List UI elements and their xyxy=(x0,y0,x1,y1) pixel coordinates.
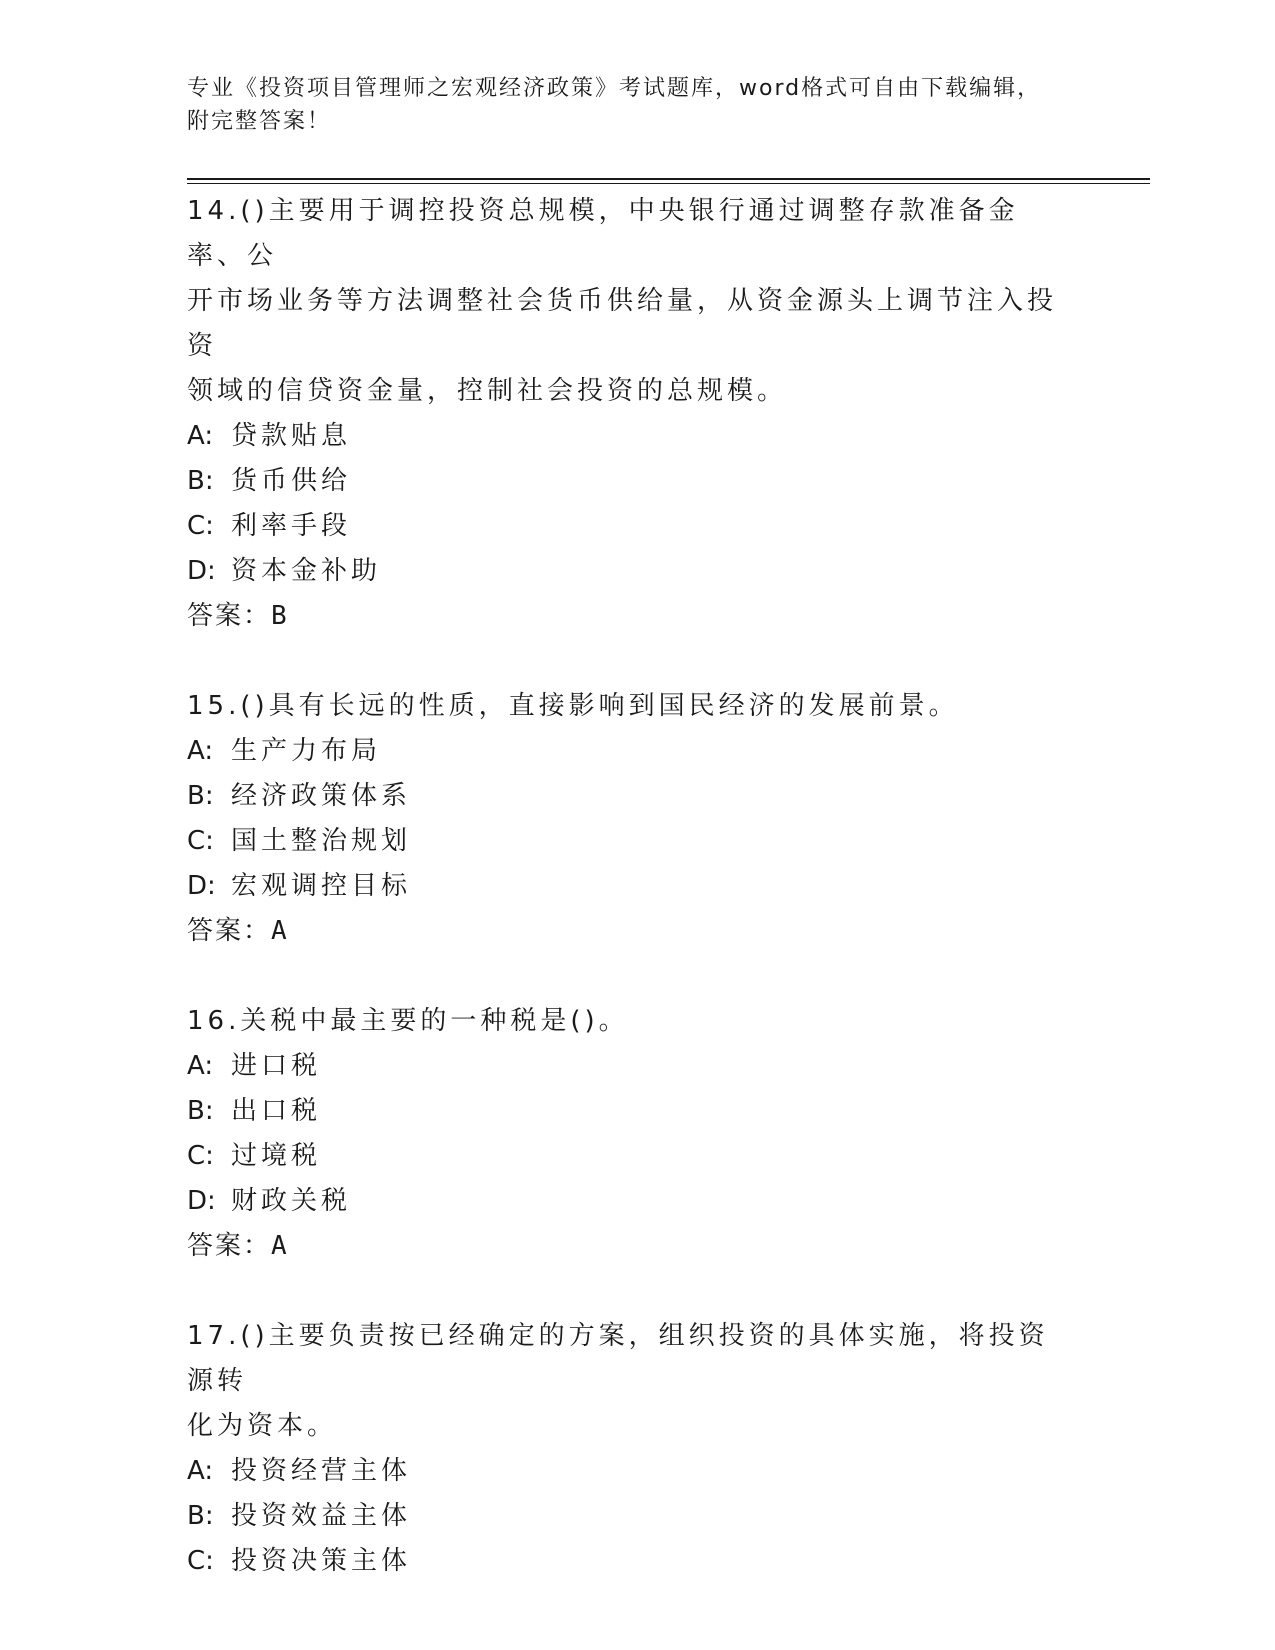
option-d xyxy=(187,1179,1077,1224)
option-text: 投资经营主体 xyxy=(231,1456,412,1486)
option-a xyxy=(187,414,1077,459)
option-text: 投资决策主体 xyxy=(231,1546,412,1576)
question-16 xyxy=(187,999,1077,1269)
option-text: 国土整治规划 xyxy=(231,826,412,856)
header-line-2: 附完整答案！ xyxy=(187,109,332,134)
option-text: 资本金补助 xyxy=(231,556,382,586)
answer-value: B xyxy=(271,601,289,631)
option-label: B: xyxy=(187,781,214,811)
option-label: C: xyxy=(187,1141,214,1171)
option-d xyxy=(187,864,1077,909)
option-c xyxy=(187,1539,1077,1584)
option-c xyxy=(187,1134,1077,1179)
question-spacer xyxy=(187,639,1077,684)
question-stem-line: 16.关税中最主要的一种税是()。 xyxy=(187,1006,629,1036)
question-stem-line: 15.()具有长远的性质，直接影响到国民经济的发展前景。 xyxy=(187,691,959,721)
answer-value: A xyxy=(271,1231,289,1261)
question-stem-line: 领域的信贷资金量，控制社会投资的总规模。 xyxy=(187,376,788,406)
option-label: B: xyxy=(187,1501,214,1531)
header-divider-thin xyxy=(187,183,1150,184)
option-text: 投资效益主体 xyxy=(231,1501,412,1531)
option-label: D: xyxy=(187,871,216,901)
header-line-1: 专业《投资项目管理师之宏观经济政策》考试题库，word格式可自由下载编辑， xyxy=(187,76,1042,101)
option-label: A: xyxy=(187,736,214,766)
answer-label: 答案： xyxy=(187,916,272,946)
option-label: A: xyxy=(187,1051,214,1081)
option-a xyxy=(187,1449,1077,1494)
option-c xyxy=(187,819,1077,864)
option-a xyxy=(187,1044,1077,1089)
option-label: B: xyxy=(187,466,214,496)
answer-value: A xyxy=(271,916,289,946)
option-label: C: xyxy=(187,826,214,856)
option-text: 生产力布局 xyxy=(231,736,382,766)
question-list xyxy=(187,189,1077,1584)
option-label: C: xyxy=(187,1546,214,1576)
option-label: D: xyxy=(187,556,216,586)
option-b xyxy=(187,459,1077,504)
option-text: 宏观调控目标 xyxy=(231,871,412,901)
option-label: A: xyxy=(187,1456,214,1486)
option-text: 财政关税 xyxy=(231,1186,352,1216)
option-label: C: xyxy=(187,511,214,541)
question-stem-line: 化为资本。 xyxy=(187,1411,338,1441)
question-17 xyxy=(187,1314,1077,1584)
question-15 xyxy=(187,684,1077,954)
question-stem-line: 14.()主要用于调控投资总规模，中央银行通过调整存款准备金率、公 xyxy=(187,196,1019,271)
option-text: 过境税 xyxy=(231,1141,322,1171)
option-text: 进口税 xyxy=(231,1051,322,1081)
option-label: A: xyxy=(187,421,214,451)
question-stem-line: 17.()主要负责按已经确定的方案，组织投资的具体实施，将投资源转 xyxy=(187,1321,1049,1396)
answer-line xyxy=(187,594,1077,639)
answer-line xyxy=(187,909,1077,954)
answer-label: 答案： xyxy=(187,1231,272,1261)
option-label: B: xyxy=(187,1096,214,1126)
question-14 xyxy=(187,189,1077,639)
option-c xyxy=(187,504,1077,549)
question-stem-line: 开市场业务等方法调整社会货币供给量，从资金源头上调节注入投资 xyxy=(187,286,1058,361)
question-spacer xyxy=(187,1269,1077,1314)
option-b xyxy=(187,1494,1077,1539)
option-b xyxy=(187,774,1077,819)
option-text: 货币供给 xyxy=(231,466,352,496)
option-text: 经济政策体系 xyxy=(231,781,412,811)
answer-label: 答案： xyxy=(187,601,272,631)
option-text: 贷款贴息 xyxy=(231,421,352,451)
option-b xyxy=(187,1089,1077,1134)
option-d xyxy=(187,549,1077,594)
question-spacer xyxy=(187,954,1077,999)
option-text: 利率手段 xyxy=(231,511,352,541)
option-text: 出口税 xyxy=(231,1096,322,1126)
option-a xyxy=(187,729,1077,774)
document-header xyxy=(187,72,1087,138)
header-divider-thick xyxy=(187,178,1150,180)
answer-line xyxy=(187,1224,1077,1269)
option-label: D: xyxy=(187,1186,216,1216)
